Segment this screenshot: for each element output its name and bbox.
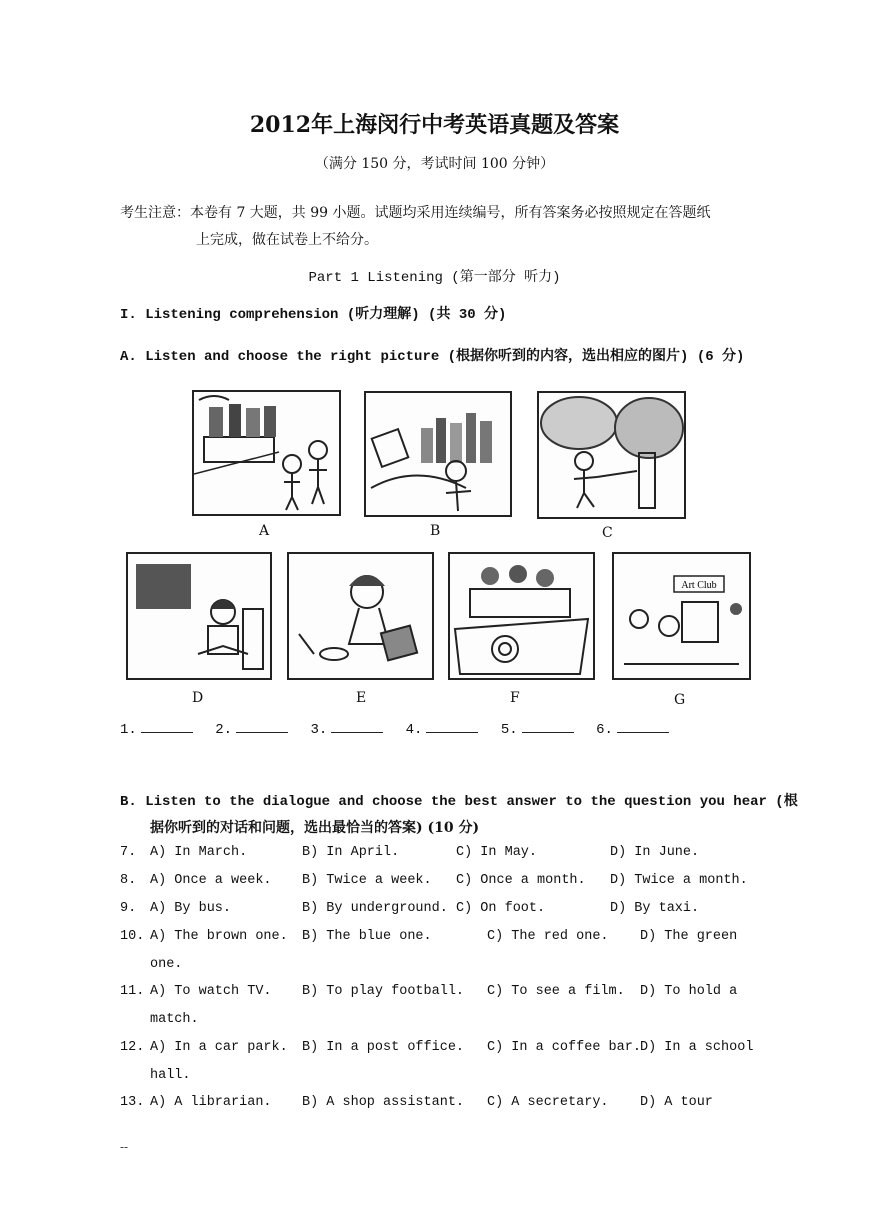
candidate-notice-line-2: 上完成，做在试卷上不给分。 [196, 232, 378, 248]
tree-cutting-picture [537, 391, 686, 519]
boat-trip-picture [448, 552, 595, 680]
city-view-picture [364, 391, 512, 517]
reading-girl-picture [126, 552, 272, 680]
answer-option-c[interactable]: C) The red one. [487, 929, 609, 944]
answer-option-a[interactable]: A) The brown one. [150, 929, 288, 944]
answer-option-c[interactable]: C) To see a film. [487, 984, 625, 999]
shop-scene-picture [192, 390, 341, 516]
answer-option-b[interactable]: B) By underground. [302, 901, 448, 916]
section-a-heading: A. Listen and choose the right picture (根据你听到的内容，选出相应的图片) (6 分) [120, 349, 745, 365]
question-number: 12. [120, 1040, 145, 1055]
part-heading: Part 1 Listening (第一部分 听力) [308, 270, 561, 286]
answer-option-c[interactable]: C) In May. [456, 845, 538, 860]
candidate-notice-line-1: 考生注意：本卷有 7 大题，共 99 小题。试题均采用连续编号，所有答案务必按照规定在答题纸 [120, 205, 711, 221]
question-number: 10. [120, 929, 145, 944]
answer-option-b[interactable]: B) Twice a week. [302, 873, 432, 888]
section-b-heading-line-1: B. Listen to the dialogue and choose the best answer to the question you hear (根 [120, 794, 798, 810]
answer-option-c[interactable]: C) On foot. [456, 901, 546, 916]
answer-option-d[interactable]: D) Twice a month. [610, 873, 748, 888]
answer-option-a[interactable]: A) Once a week. [150, 873, 272, 888]
answer-option-a[interactable]: A) A librarian. [150, 1095, 272, 1110]
answer-option-c[interactable]: C) A secretary. [487, 1095, 609, 1110]
answer-option-d[interactable]: D) The green [640, 929, 738, 944]
answer-option-b[interactable]: B) In April. [302, 845, 400, 860]
section-i-heading: I. Listening comprehension (听力理解) (共 30 分) [120, 307, 507, 323]
picture-label-c: C [602, 525, 613, 541]
page-footer-mark: -- [120, 1140, 129, 1154]
question-number: 9. [120, 901, 137, 916]
blank-number: 1. [120, 722, 137, 738]
page-title: 2012年上海闵行中考英语真题及答案 [249, 112, 620, 138]
answer-blanks [120, 720, 683, 738]
answer-blank[interactable] [617, 720, 669, 733]
answer-option-a[interactable]: A) To watch TV. [150, 984, 272, 999]
answer-option-b[interactable]: B) A shop assistant. [302, 1095, 465, 1110]
answer-option-d[interactable]: D) A tour [640, 1095, 713, 1110]
art-club-picture [612, 552, 751, 680]
answer-option-a[interactable]: A) In a car park. [150, 1040, 288, 1055]
picture-label-a: A [259, 523, 270, 539]
question-number: 8. [120, 873, 137, 888]
picture-label-e: E [356, 690, 367, 706]
question-number: 13. [120, 1095, 145, 1110]
answer-option-d[interactable]: D) In June. [610, 845, 700, 860]
answer-option-a[interactable]: A) In March. [150, 845, 248, 860]
picture-label-f: F [510, 690, 520, 706]
answer-option-continuation: match. [150, 1012, 199, 1027]
answer-blank[interactable] [426, 720, 478, 733]
answer-option-continuation: one. [150, 957, 183, 972]
exam-info: （满分 150 分，考试时间 100 分钟） [314, 156, 555, 172]
answer-option-a[interactable]: A) By bus. [150, 901, 232, 916]
answer-blank[interactable] [331, 720, 383, 733]
answer-option-b[interactable]: B) In a post office. [302, 1040, 465, 1055]
answer-option-continuation: hall. [150, 1068, 191, 1083]
blank-number: 3. [310, 722, 328, 738]
answer-option-c[interactable]: C) Once a month. [456, 873, 586, 888]
picture-label-d: D [192, 690, 204, 706]
blank-number: 2. [215, 722, 233, 738]
answer-blank[interactable] [522, 720, 574, 733]
answer-option-b[interactable]: B) To play football. [302, 984, 465, 999]
picture-label-b: B [430, 523, 441, 539]
answer-blank[interactable] [141, 720, 193, 733]
question-number: 7. [120, 845, 137, 860]
answer-blank[interactable] [236, 720, 288, 733]
answer-option-d[interactable]: D) In a school [640, 1040, 754, 1055]
blank-number: 5. [500, 722, 518, 738]
art-club-sign: Art Club [681, 580, 717, 591]
question-number: 11. [120, 984, 145, 999]
blank-number: 6. [596, 722, 613, 738]
answer-option-d[interactable]: D) To hold a [640, 984, 738, 999]
cooking-girl-picture [287, 552, 434, 680]
picture-label-g: G [674, 692, 686, 708]
answer-option-d[interactable]: D) By taxi. [610, 901, 700, 916]
blank-number: 4. [405, 722, 423, 738]
answer-option-b[interactable]: B) The blue one. [302, 929, 432, 944]
answer-option-c[interactable]: C) In a coffee bar. [487, 1040, 641, 1055]
section-b-heading-line-2: 据你听到的对话和问题，选出最恰当的答案) (10 分) [150, 820, 480, 836]
